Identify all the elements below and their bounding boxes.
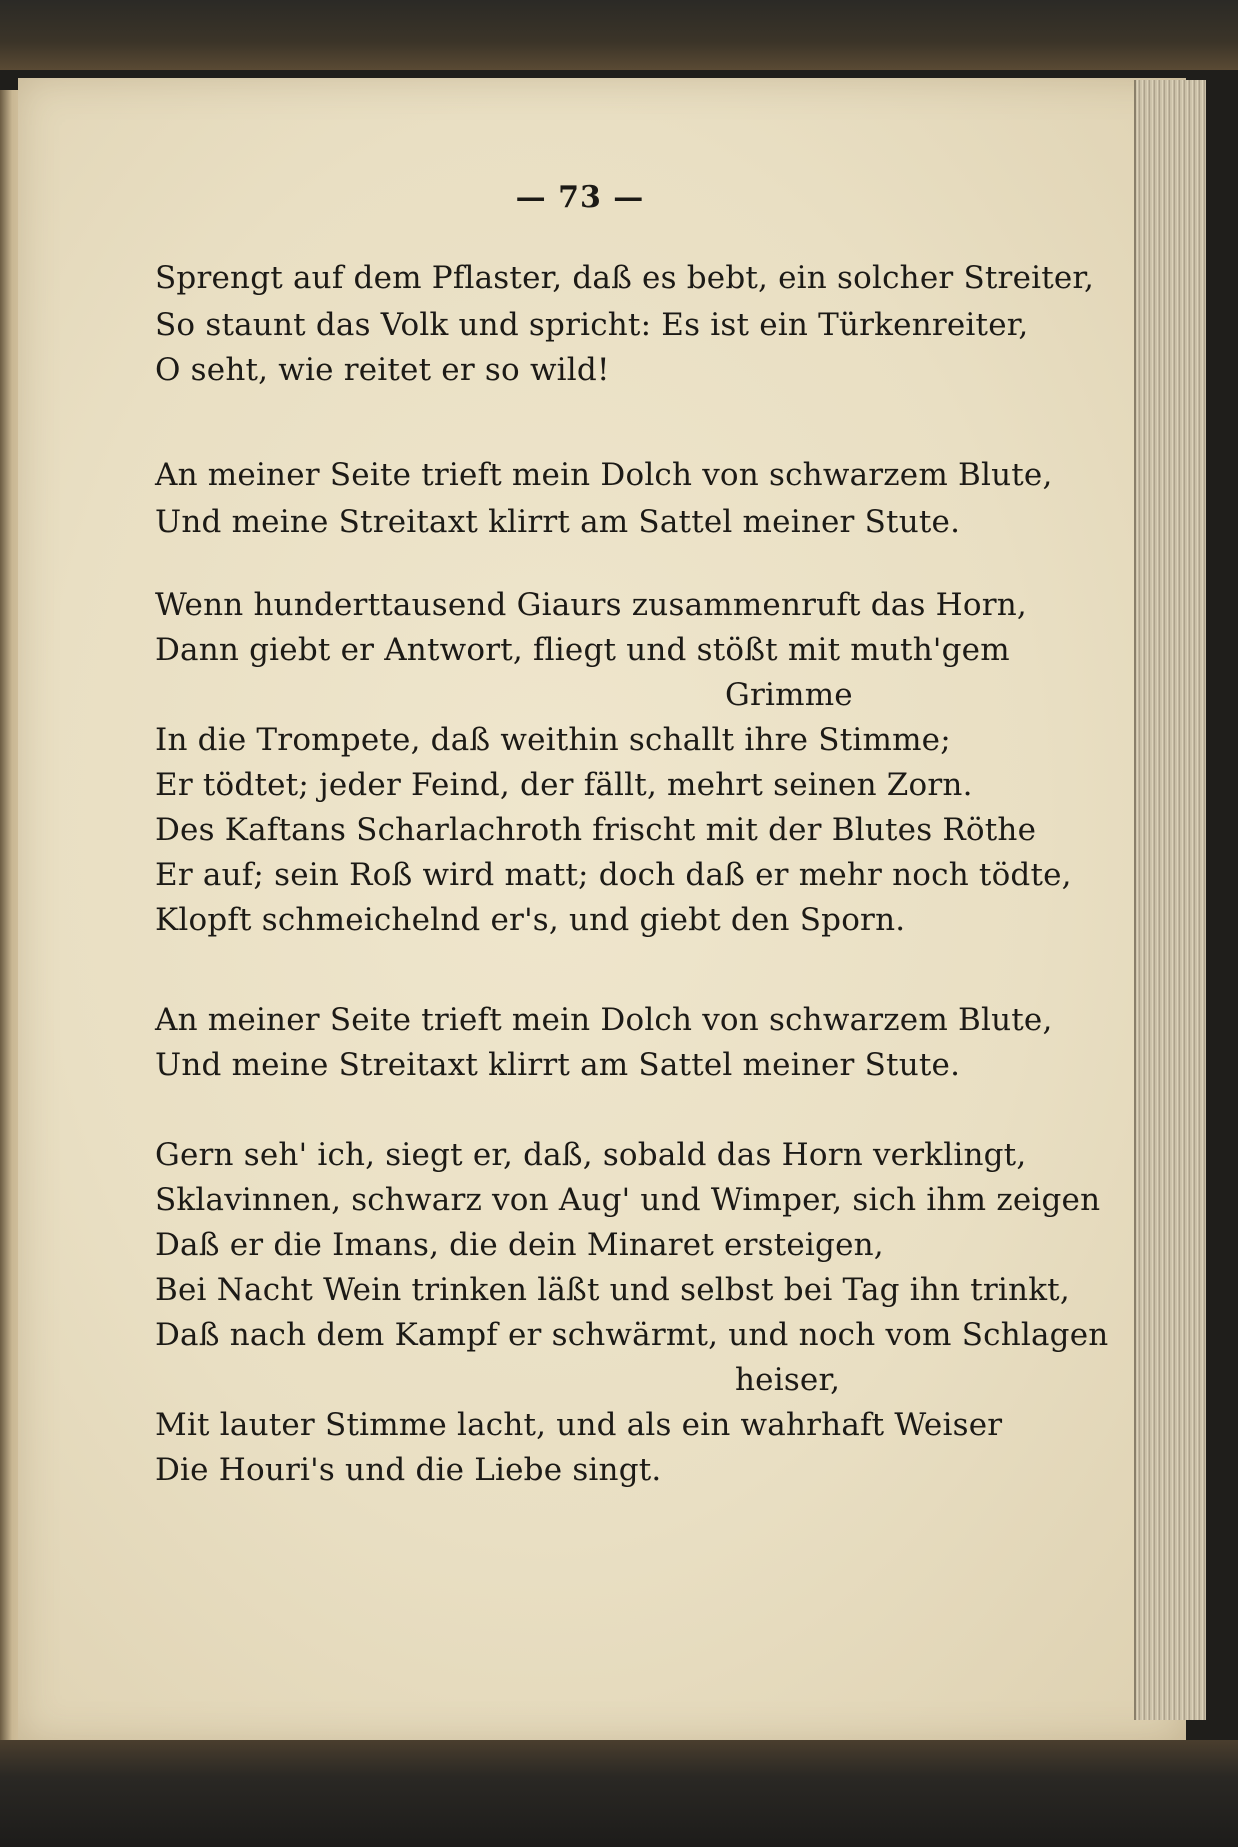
poem-line: Daß er die Imans, die dein Minaret ersteigen,	[155, 1227, 884, 1263]
poem-line: Klopft schmeichelnd er's, und giebt den Sporn.	[155, 902, 906, 938]
poem-line: O seht, wie reitet er so wild!	[155, 352, 610, 388]
poem-line: Dann giebt er Antwort, fliegt und stößt mit muth'gem	[155, 632, 1010, 668]
poem-line: An meiner Seite trieft mein Dolch von schwarzem Blute,	[155, 457, 1053, 493]
poem-line: Bei Nacht Wein trinken läßt und selbst bei Tag ihn trinkt,	[155, 1272, 1070, 1308]
poem-line: Des Kaftans Scharlachroth frischt mit der Blutes Röthe	[155, 812, 1037, 848]
poem-line: An meiner Seite trieft mein Dolch von schwarzem Blute,	[155, 1002, 1053, 1038]
poem-line: Daß nach dem Kampf er schwärmt, und noch vom Schlagen	[155, 1317, 1109, 1353]
page-stack-edges	[1134, 80, 1206, 1720]
poem-line: Er auf; sein Roß wird matt; doch daß er mehr noch tödte,	[155, 857, 1072, 893]
poem-line-continuation: Grimme	[725, 677, 853, 713]
poem-line: Sprengt auf dem Pflaster, daß es bebt, ein solcher Streiter,	[155, 260, 1095, 296]
poem-line: Und meine Streitaxt klirrt am Sattel meiner Stute.	[155, 1047, 961, 1083]
scan-background-top	[0, 0, 1238, 70]
poem-line: In die Trompete, daß weithin schallt ihre Stimme;	[155, 722, 951, 758]
scan-background-bottom	[0, 1740, 1238, 1847]
page-number: — 73 —	[515, 180, 645, 215]
poem-line: So staunt das Volk und spricht: Es ist ein Türkenreiter,	[155, 307, 1029, 343]
poem-line: Gern seh' ich, siegt er, daß, sobald das Horn verklingt,	[155, 1137, 1027, 1173]
poem-line: Wenn hunderttausend Giaurs zusammenruft das Horn,	[155, 587, 1027, 623]
poem-line: Mit lauter Stimme lacht, und als ein wahrhaft Weiser	[155, 1407, 1003, 1443]
poem-line: Die Houri's und die Liebe singt.	[155, 1452, 662, 1488]
poem-line: Und meine Streitaxt klirrt am Sattel meiner Stute.	[155, 504, 961, 540]
poem-line: Sklavinnen, schwarz von Aug' und Wimper, sich ihm zeigen	[155, 1182, 1101, 1218]
poem-line-continuation: heiser,	[735, 1362, 841, 1398]
poem-line: Er tödtet; jeder Feind, der fällt, mehrt seinen Zorn.	[155, 767, 973, 803]
